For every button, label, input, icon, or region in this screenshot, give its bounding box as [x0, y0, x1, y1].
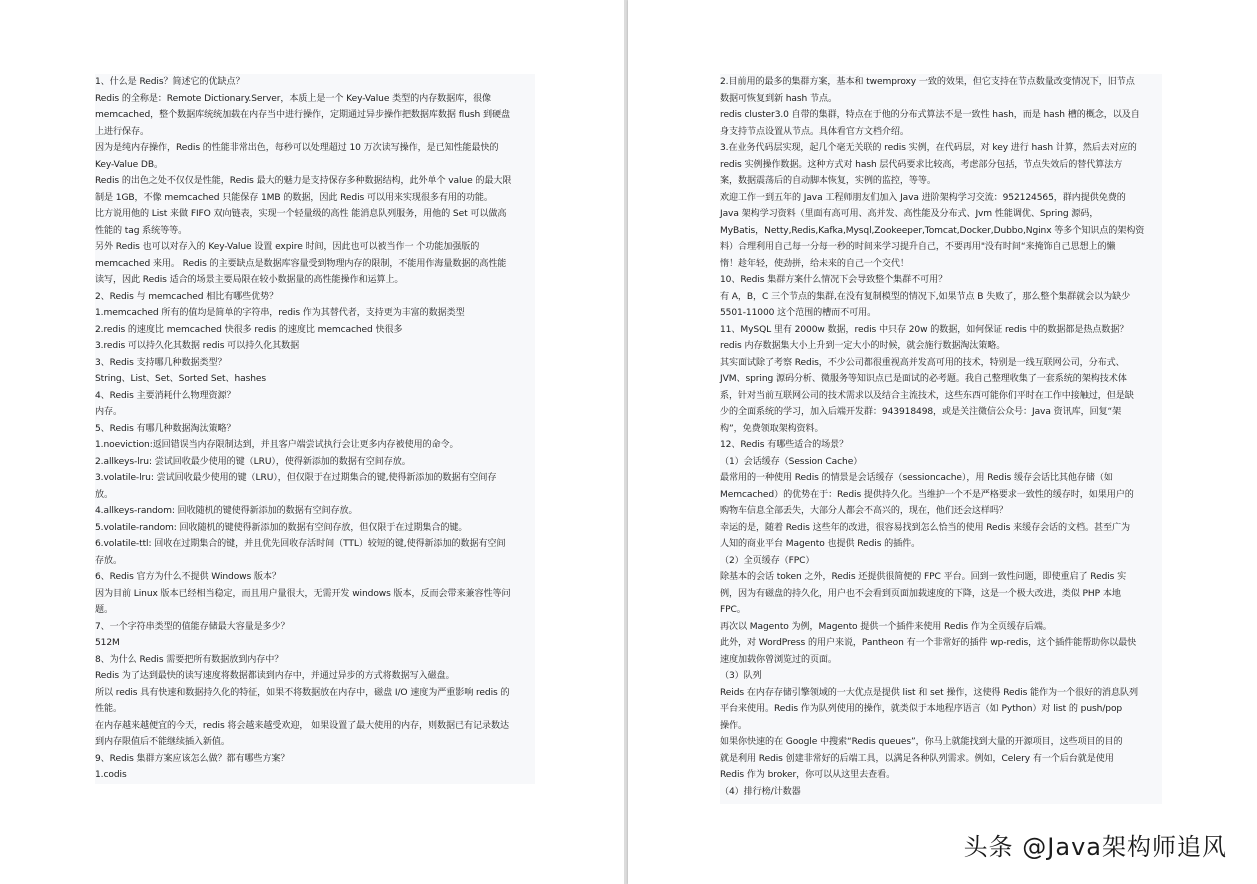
text-line: memcached，整个数据库统统加载在内存当中进行操作，定期通过异步操作把数据库数据 flush 到硬盘 [95, 110, 510, 120]
text-line: 例，因为有磁盘的持久化，用户也不会看到页面加载速度的下降，这是一个极大改进，类似 PHP 本地 [720, 588, 1121, 599]
text-line: 料）合理利用自己每一分每一秒的时间来学习提升自己，不要再用"没有时间“来掩饰自己思想上的懒 [720, 242, 1116, 252]
text-line: 惰！趁年轻，使劲拼，给未来的自己一个交代！ [720, 258, 909, 269]
text-line: 4.allkeys-random: 回收随机的键使得新添加的数据有空间存放。 [95, 506, 358, 516]
text-line: 6、Redis 官方为什么不提供 Windows 版本？ [95, 572, 281, 582]
text-line: 案，数据震荡后的自动脚本恢复，实例的监控，等等。 [720, 176, 936, 186]
text-line: 5、Redis 有哪几种数据淘汰策略？ [95, 423, 236, 434]
text-line: 6.volatile-ttl: 回收在过期集合的键，并且优先回收存活时间（TTL）较短的键,使得新添加的数据有空间 [95, 539, 506, 549]
text-line: Memcached）的优势在于：Redis 提供持久化。当维护一个不是严格要求一致性的缓存时，如果用户的 [720, 489, 1134, 500]
text-line: 性能。 [95, 704, 122, 714]
text-line: FPC。 [720, 605, 746, 615]
text-line: 3.在业务代码层实现，起几个毫无关联的 redis 实例，在代码层，对 key 进行 hash 计算，然后去对应的 [720, 143, 1137, 153]
text-line: 7、一个字符串类型的值能存储最大容量是多少？ [95, 621, 290, 632]
text-line: 4、Redis 主要消耗什么物理资源？ [95, 390, 236, 401]
text-line: 2.目前用的最多的集群方案，基本和 twemproxy 一致的效果，但它支持在节点数量改变情况下，旧节点 [720, 77, 1135, 87]
text-line: 11、MySQL 里有 2000w 数据，redis 中只存 20w 的数据，如何保证 redis 中的数据都是热点数据？ [720, 324, 1129, 335]
text-line: 最常用的一种使用 Redis 的情景是会话缓存（sessioncache），用 Redis 缓存会话比其他存储（如 [720, 473, 1113, 483]
text-line: MyBatis，Netty,Redis,Kafka,Mysql,Zookeeper,Tomcat,Docker,Dubbo,Nginx 等多个知识点的架构资 [720, 225, 1145, 236]
text-line: 比方说用他的 List 来做 FIFO 双向链表，实现一个轻量级的高性 能消息队列服务，用他的 Set 可以做高 [95, 209, 507, 219]
text-line: 放。 [95, 489, 113, 500]
text-line: 因为是纯内存操作，Redis 的性能非常出色，每秒可以处理超过 10 万次读写操作，是已知性能最快的 [95, 143, 499, 153]
watermark-text: 头条 @Java架构师追风 [963, 833, 1227, 861]
text-line: Reids 在内存存储引擎领域的一大优点是提供 list 和 set 操作，这使得 Redis 能作为一个很好的消息队列 [720, 687, 1138, 698]
text-line: 性能的 tag 系统等等。 [95, 225, 188, 236]
text-line: 因为目前 Linux 版本已经相当稳定，而且用户量很大，无需开发 windows 版本，反而会带来兼容性等问 [95, 588, 511, 599]
text-line: 12、Redis 有哪些适合的场景？ [720, 440, 849, 450]
text-line: 就是利用 Redis 创建非常好的后端工具，以满足各种队列需求。例如，Celery 有一个后台就是使用 [720, 753, 1114, 764]
text-line: redis cluster3.0 自带的集群，特点在于他的分布式算法不是一致性 hash，而是 hash 槽的概念，以及自 [720, 110, 1140, 120]
text-line: 身支持节点设置从节点。具体看官方文档介绍。 [720, 126, 909, 137]
text-line: 1、什么是 Redis？简述它的优缺点？ [95, 77, 245, 87]
text-line: 系，针对当前互联网公司的技术需求以及结合主流技术，这些东西可能你们平时在工作中接触过，但是缺 [720, 390, 1134, 401]
text-line: redis 实例操作数据。这种方式对 hash 层代码要求比较高，考虑部分包括，节点失效后的替代算法方 [720, 159, 1123, 170]
text-line: Redis 的全称是：Remote Dictionary.Server，本质上是一个 Key-Value 类型的内存数据库，很像 [95, 93, 492, 104]
text-line: 速度加载你曾浏览过的页面。 [720, 654, 837, 665]
text-line: 数据可恢复到新 hash 节点。 [720, 93, 837, 104]
text-line: （4）排行榜/计数器 [720, 786, 801, 797]
text-line: 2.allkeys-lru: 尝试回收最少使用的键（LRU），使得新添加的数据有空间存放。 [95, 456, 411, 467]
text-line: 8、为什么 Redis 需要把所有数据放到内存中？ [95, 654, 284, 665]
text-line: 3、Redis 支持哪几种数据类型？ [95, 357, 227, 368]
text-line: 人知的商业平台 Magento 也提供 Redis 的插件。 [720, 539, 921, 549]
text-line: redis 内存数据集大小上升到一定大小的时候，就会施行数据淘汰策略。 [720, 341, 1006, 351]
text-line: 内存。 [95, 407, 122, 417]
text-line: 构”，免费领取架构资料。 [720, 423, 824, 434]
text-line: 制是 1GB，不像 memcached 只能保存 1MB 的数据，因此 Redis 可以用来实现很多有用的功能。 [95, 192, 493, 203]
text-line: 10、Redis 集群方案什么情况下会导致整个集群不可用？ [720, 275, 948, 285]
text-line: Redis 作为 broker，你可以从这里去查看。 [720, 770, 896, 780]
text-line: 所以 redis 具有快速和数据持久化的特征，如果不将数据放在内存中，磁盘 I/O 速度为严重影响 redis 的 [95, 687, 510, 698]
text-line: String、List、Set、Sorted Set、hashes [95, 374, 267, 384]
left-text-block [95, 74, 535, 784]
text-line: 2.redis 的速度比 memcached 快很多 redis 的速度比 memcached 快很多 [95, 324, 403, 335]
right-text-block [720, 74, 1162, 804]
text-line: 3.redis 可以持久化其数据 redis 可以持久化其数据 [95, 341, 300, 351]
text-line: 购物车信息全部丢失，大部分人都会不高兴的，现在，他们还会这样吗？ [720, 506, 1008, 516]
text-line: 欢迎工作一到五年的 Java 工程师朋友们加入 Java 进阶架构学习交流：952124565，群内提供免费的 [720, 192, 1126, 203]
text-line: 5.volatile-random: 回收随机的键使得新添加的数据有空间存放，但仅限于在过期集合的键。 [95, 522, 468, 533]
text-line: 如果你快速的在 Google 中搜索“Redis queues”，你马上就能找到大量的开源项目，这些项目的目的 [720, 737, 1123, 747]
text-line: （1）会话缓存（Session Cache） [720, 456, 863, 467]
text-line: 在内存越来越便宜的今天，redis 将会越来越受欢迎， 如果设置了最大使用的内存，则数据已有记录数达 [95, 720, 509, 731]
text-line: （2）全页缓存（FPC） [720, 555, 815, 566]
text-line: memcached 来用。 Redis 的主要缺点是数据库容量受到物理内存的限制，不能用作海量数据的高性能 [95, 258, 507, 269]
text-line: 上进行保存。 [95, 126, 149, 137]
text-line: 幸运的是，随着 Redis 这些年的改进，很容易找到怎么恰当的使用 Redis 来缓存会话的文档。甚至广为 [720, 522, 1131, 533]
text-line: 少的全面系统的学习，加入后端开发群：943918498，或是关注微信公众号：Java 资讯库，回复“架 [720, 407, 1122, 417]
text-line: JVM、spring 源码分析、微服务等知识点已是面试的必考题。我自己整理收集了一套系统的架构技术体 [720, 374, 1127, 384]
text-line: 平台来使用。Redis 作为队列使用的操作，就类似于本地程序语言（如 Python）对 list 的 push/pop [720, 704, 1123, 714]
text-line: 1.codis [95, 770, 127, 780]
text-line: Java 架构学习资料（里面有高可用、高并发、高性能及分布式、Jvm 性能调优、Spring 源码， [720, 209, 1099, 219]
text-line: Redis 为了达到最快的读写速度将数据都读到内存中，并通过异步的方式将数据写入磁盘。 [95, 671, 455, 681]
text-line: 除基本的会话 token 之外，Redis 还提供很简便的 FPC 平台。回到一致性问题，即使重启了 Redis 实 [720, 572, 1127, 582]
text-line: 另外 Redis 也可以对存入的 Key-Value 设置 expire 时间，因此也可以被当作一 个功能加强版的 [95, 242, 480, 252]
text-line: 512M [95, 638, 120, 648]
text-line: 题。 [95, 605, 113, 615]
text-line: （3）队列 [720, 671, 762, 681]
text-line: 9、Redis 集群方案应该怎么做？都有哪些方案？ [95, 753, 290, 764]
text-line: 1.memcached 所有的值均是简单的字符串，redis 作为其替代者，支持更为丰富的数据类型 [95, 308, 465, 318]
text-line: 1.noeviction:返回错误当内存限制达到，并且客户端尝试执行会让更多内存被使用的命令。 [95, 440, 459, 450]
text-line: 5501-11000 这个范围的槽而不可用。 [720, 308, 877, 318]
text-line: 有 A，B，C 三个节点的集群,在没有复制模型的情况下,如果节点 B 失败了，那么整个集群就会以为缺少 [720, 291, 1131, 302]
text-line: 读写，因此 Redis 适合的场景主要局限在较小数据量的高性能操作和运算上。 [95, 275, 404, 285]
text-line: 再次以 Magento 为例，Magento 提供一个插件来使用 Redis 作为全页缓存后端。 [720, 621, 1052, 632]
text-line: 其实面试除了考察 Redis，不少公司都很重视高并发高可用的技术，特别是一线互联网公司，分布式、 [720, 357, 1125, 368]
text-line: Redis 的出色之处不仅仅是性能，Redis 最大的魅力是支持保存多种数据结构，此外单个 value 的最大限 [95, 176, 512, 186]
text-line: 操作。 [720, 720, 747, 731]
text-line: 3.volatile-lru: 尝试回收最少使用的键（LRU），但仅限于在过期集合的键,使得新添加的数据有空间存 [95, 473, 497, 483]
text-line: 2、Redis 与 memcached 相比有哪些优势？ [95, 291, 279, 302]
text-line: Key-Value DB。 [95, 159, 163, 170]
text-line: 存放。 [95, 555, 122, 566]
text-line: 到内存限值后不能继续插入新值。 [95, 737, 230, 747]
text-line: 此外，对 WordPress 的用户来说，Pantheon 有一个非常好的插件 wp-redis，这个插件能帮助你以最快 [720, 638, 1137, 648]
